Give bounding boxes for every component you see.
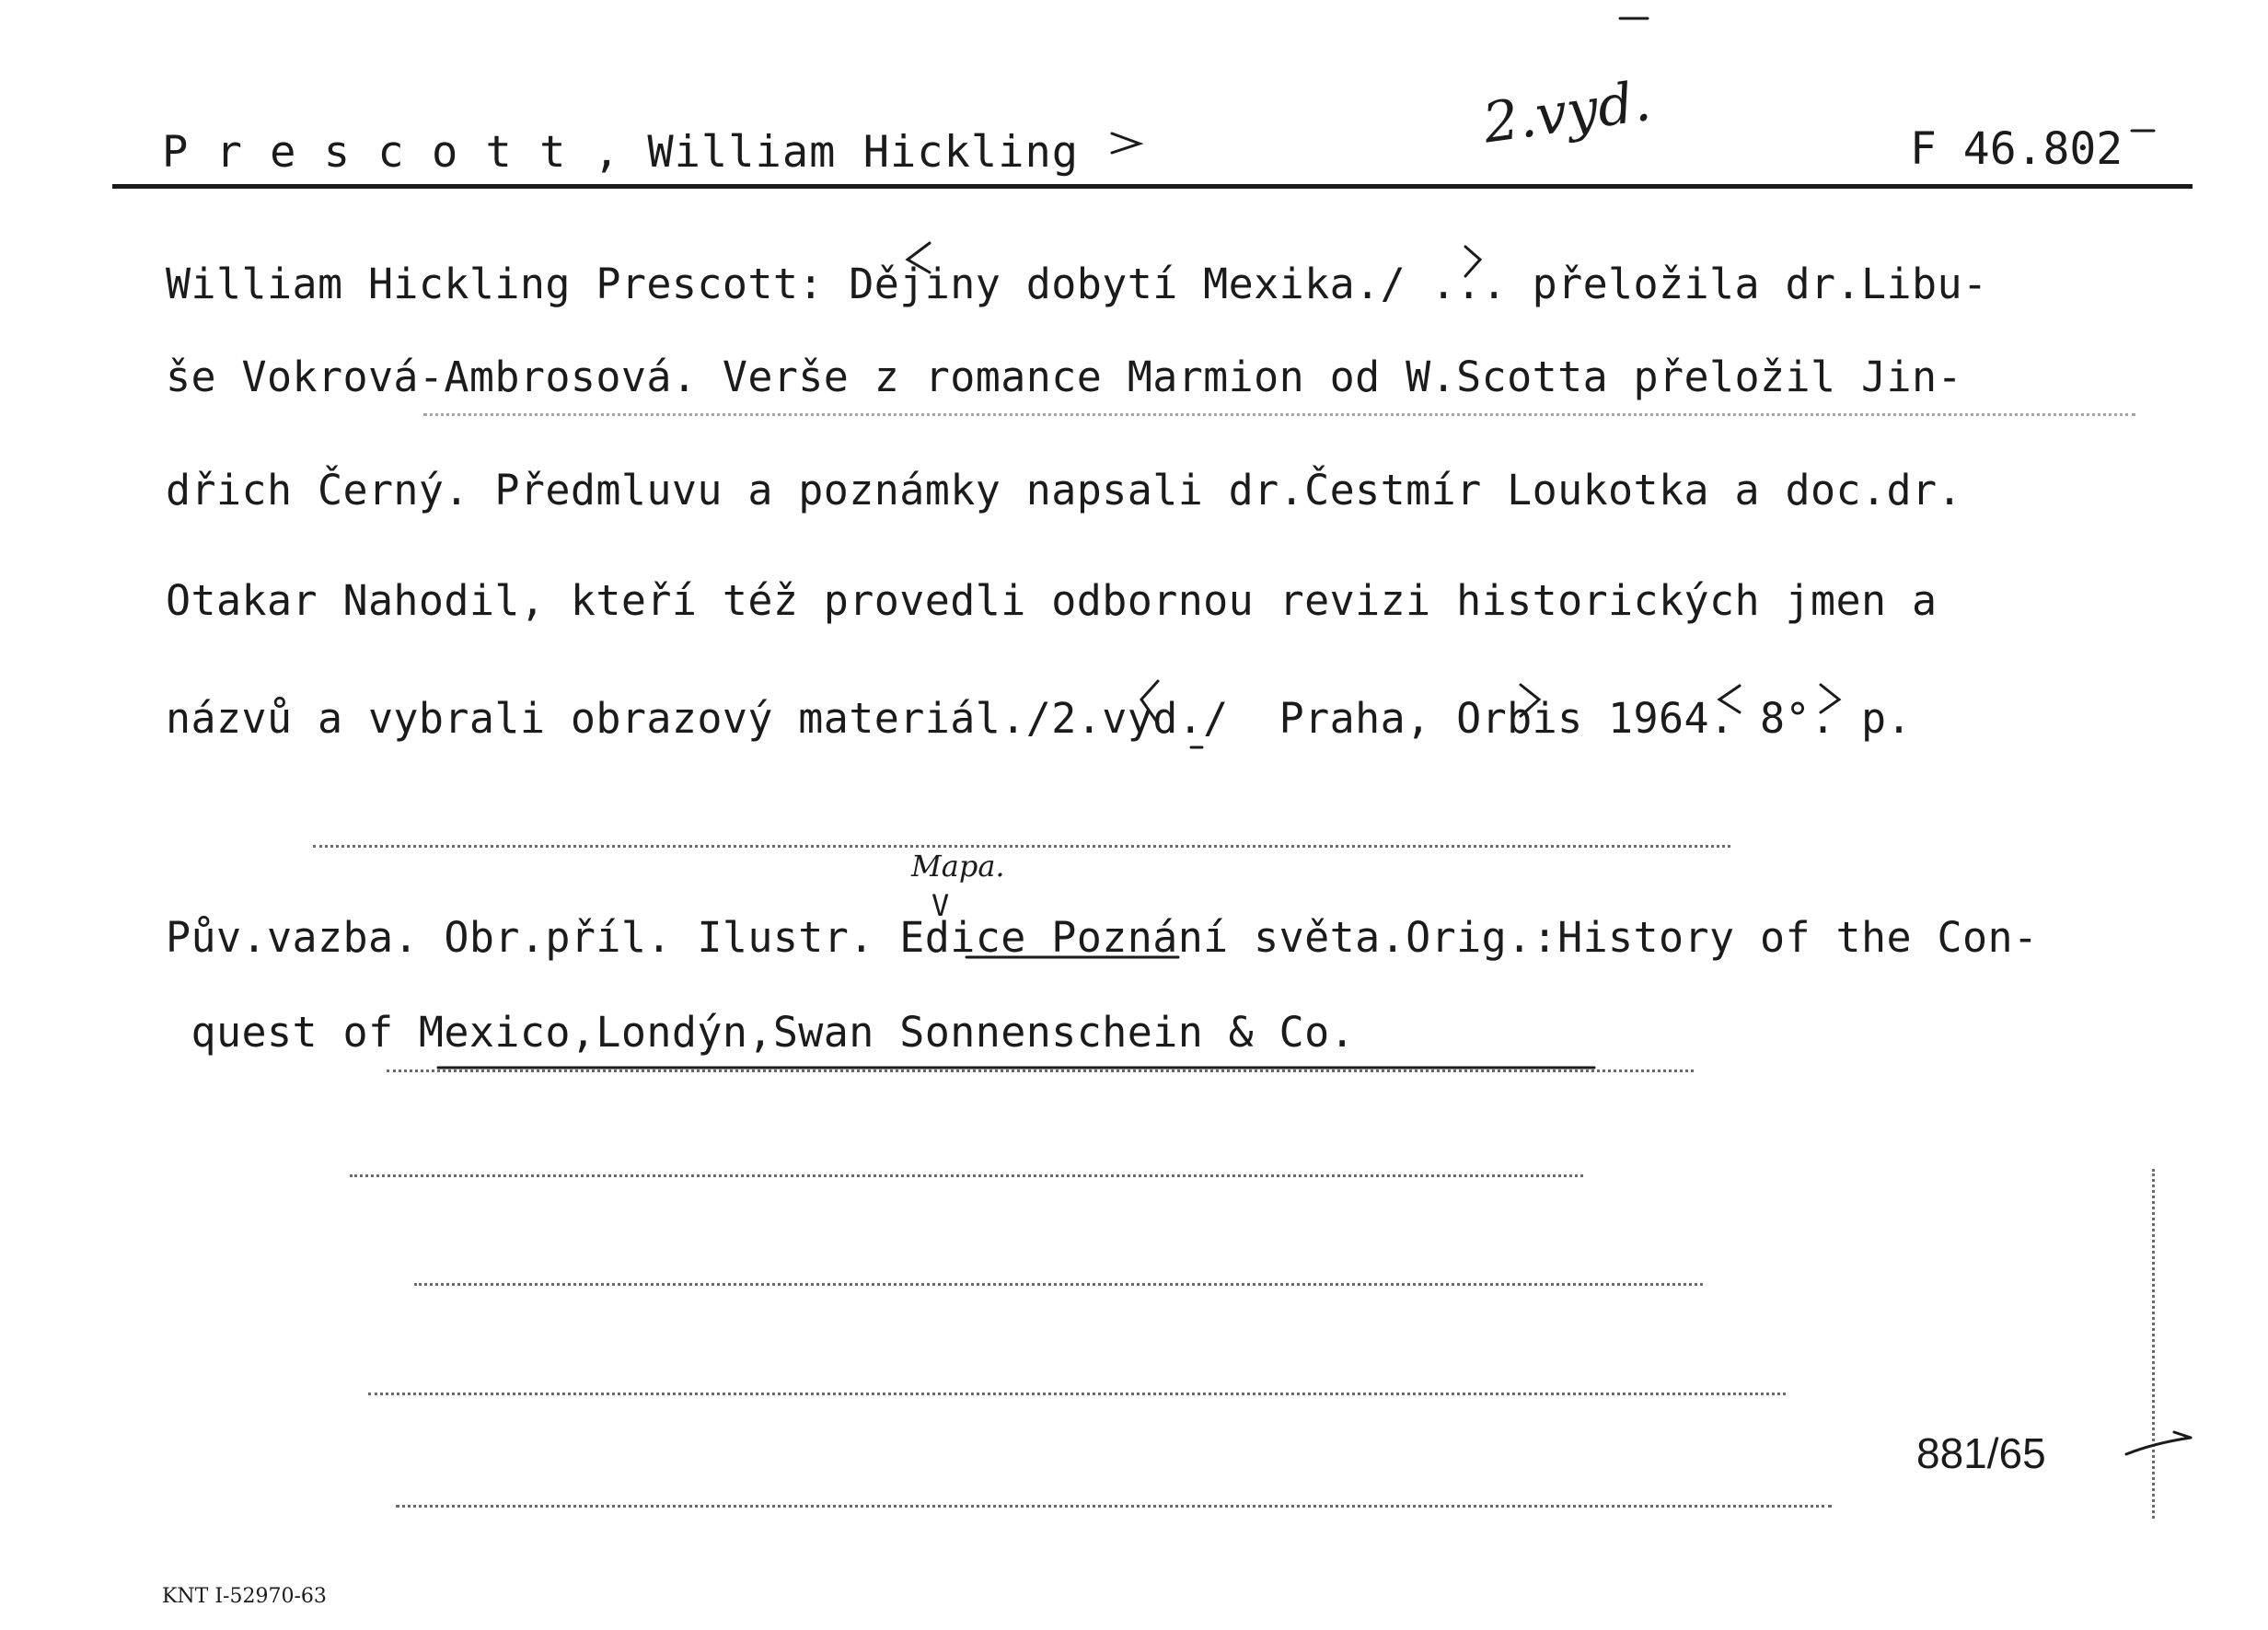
description-line-1: William Hickling Prescott: Dějiny dobytí Mexika./ ... přeložila dr.Libu- xyxy=(166,260,1988,308)
notes-line-2: quest of Mexico,Londýn,Swan Sonnenschein & Co. xyxy=(166,1008,1356,1057)
author-heading: P r e s c o t t , William Hickling xyxy=(162,127,1080,178)
description-line-4: Otakar Nahodil, kteří též provedli odbornou revizi historických jmen a xyxy=(166,576,1938,625)
call-number: F 46.802 xyxy=(1910,123,2123,175)
description-line-2: še Vokrová-Ambrosová. Verše z romance Marmion od W.Scotta přeložil Jin- xyxy=(166,353,1962,401)
notes-line-1: Pův.vazba. Obr.příl. Ilustr. Edice Poznání světa.Orig.:History of the Con- xyxy=(166,913,2039,962)
printer-mark: KNT I-52970-63 xyxy=(162,1585,327,1608)
accession-number: 881/65 xyxy=(1916,1429,2046,1477)
description-line-3: dřich Černý. Předmluvu a poznámky napsali dr.Čestmír Loukotka a doc.dr. xyxy=(166,466,1962,514)
handwritten-map-note: Mapa. xyxy=(911,849,1005,884)
handwritten-edition-note: 2.vyd. xyxy=(1479,68,1655,156)
insertion-caret: V xyxy=(932,888,950,923)
description-line-5: názvů a vybrali obrazový materiál./2.vyd./ Praha, Orbis 1964. 8°. p. xyxy=(166,694,1912,743)
